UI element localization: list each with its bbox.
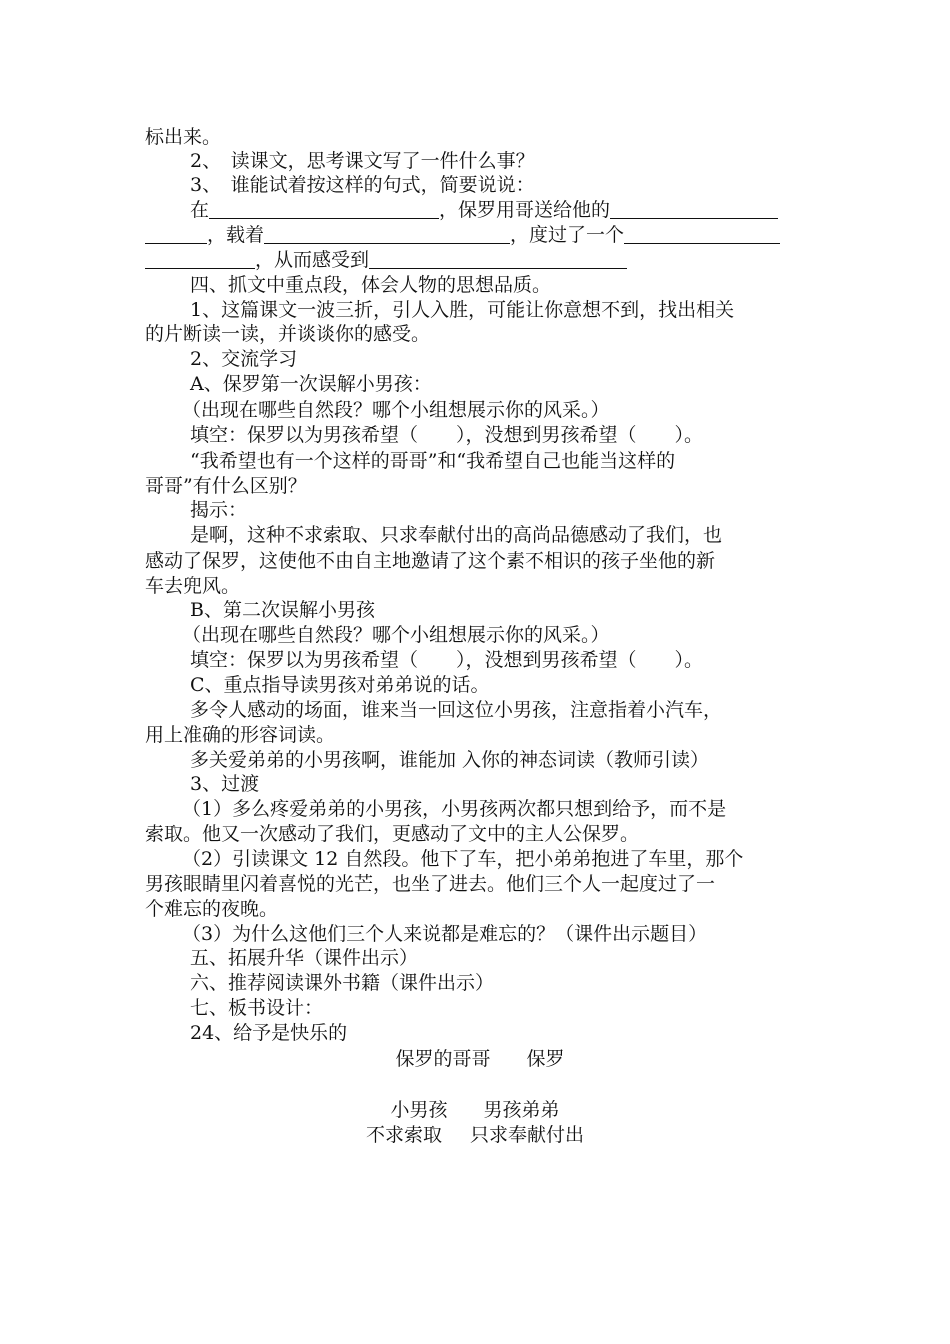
board-row: [0, 1123, 950, 1147]
board-cell: 小男孩: [390, 1099, 448, 1121]
board-cell: 保罗: [526, 1048, 565, 1070]
text-line: 的片断读一读，并谈谈你的感受。: [145, 323, 431, 345]
blank-line: [624, 223, 780, 244]
text-line: 2、交流学习: [190, 348, 298, 370]
text-line: 索取。他又一次感动了我们，更感动了文中的主人公保罗。: [145, 823, 640, 845]
blank-line: [610, 198, 778, 219]
text-line: A、保罗第一次误解小男孩：: [190, 373, 432, 395]
text-line: 车去兜风。: [145, 575, 241, 597]
text-line: （2）引读课文 12 自然段。他下了车，把小弟弟抱进了车里，那个: [182, 848, 744, 870]
board-row: [0, 1098, 950, 1122]
board-cell: 男孩弟弟: [483, 1099, 560, 1121]
text-line: 3、 谁能试着按这样的句式，简要说说：: [190, 174, 535, 196]
fill-sentence-line: [190, 198, 855, 222]
text-line: C、重点指导读男孩对弟弟说的话。: [190, 674, 490, 696]
blank-line: [209, 198, 439, 219]
blank-line: [264, 223, 510, 244]
text-line: B、第二次误解小男孩: [190, 599, 375, 621]
section-heading: 六、推荐阅读课外书籍（课件出示）: [190, 972, 495, 994]
section-heading: 七、板书设计：: [190, 997, 324, 1019]
text-line: 是啊，这种不求索取、只求奉献付出的高尚品德感动了我们，也: [190, 524, 723, 546]
text-fragment: ，保罗用哥送给他的: [439, 199, 611, 221]
text-line: （1）多么疼爱弟弟的小男孩，小男孩两次都只想到给予，而不是: [182, 798, 727, 820]
text-line: （出现在哪些自然段？哪个小组想展示你的风采。）: [182, 624, 610, 646]
text-line: 标出来。: [145, 126, 222, 148]
section-heading: 四、抓文中重点段，体会人物的思想品质。: [190, 274, 552, 296]
section-heading: 五、拓展升华（课件出示）: [190, 947, 419, 969]
board-row: [5, 1047, 950, 1071]
fill-sentence-line: [145, 248, 810, 272]
board-cell: 只求奉献付出: [470, 1124, 585, 1146]
board-title: 24、给予是快乐的: [190, 1022, 348, 1044]
text-line: 男孩眼睛里闪着喜悦的光芒，也坐了进去。他们三个人一起度过了一: [145, 873, 716, 895]
text-line: 2、 读课文，思考课文写了一件什么事？: [190, 150, 535, 172]
text-fragment: ，从而感受到: [255, 249, 370, 271]
text-line: 哥哥”有什么区别？: [145, 475, 307, 497]
text-line: 3、过渡: [190, 773, 260, 795]
text-line: 填空：保罗以为男孩希望（ ），没想到男孩希望（ ）。: [190, 424, 704, 446]
text-line: “我希望也有一个这样的哥哥”和“我希望自己也能当这样的: [190, 450, 676, 472]
blank-line: [369, 248, 627, 269]
text-line: 多令人感动的场面，谁来当一回这位小男孩，注意指着小汽车，: [190, 699, 723, 721]
text-line: 多关爱弟弟的小男孩啊，谁能加 入你的神态词读（教师引读）: [190, 749, 710, 771]
text-line: （3）为什么这他们三个人来说都是难忘的？（课件出示题目）: [182, 923, 708, 945]
fill-sentence-line: [145, 223, 810, 247]
text-line: 感动了保罗，这使他不由自主地邀请了这个素不相识的孩子坐他的新: [145, 550, 716, 572]
text-line: 个难忘的夜晚。: [145, 898, 279, 920]
text-fragment: ，度过了一个: [510, 224, 625, 246]
text-line: （出现在哪些自然段？哪个小组想展示你的风采。）: [182, 399, 610, 421]
text-fragment: ，载着: [207, 224, 265, 246]
board-cell: 保罗的哥哥: [395, 1048, 491, 1070]
blank-line: [145, 248, 255, 269]
text-line: 1、这篇课文一波三折，引人入胜，可能让你意想不到，找出相关: [190, 299, 735, 321]
blank-line: [145, 223, 207, 244]
text-line: 用上准确的形容词读。: [145, 724, 336, 746]
text-fragment: 在: [190, 199, 210, 221]
board-cell: 不求索取: [365, 1124, 442, 1146]
text-line: 揭示：: [190, 499, 248, 521]
text-line: 填空：保罗以为男孩希望（ ），没想到男孩希望（ ）。: [190, 649, 704, 671]
